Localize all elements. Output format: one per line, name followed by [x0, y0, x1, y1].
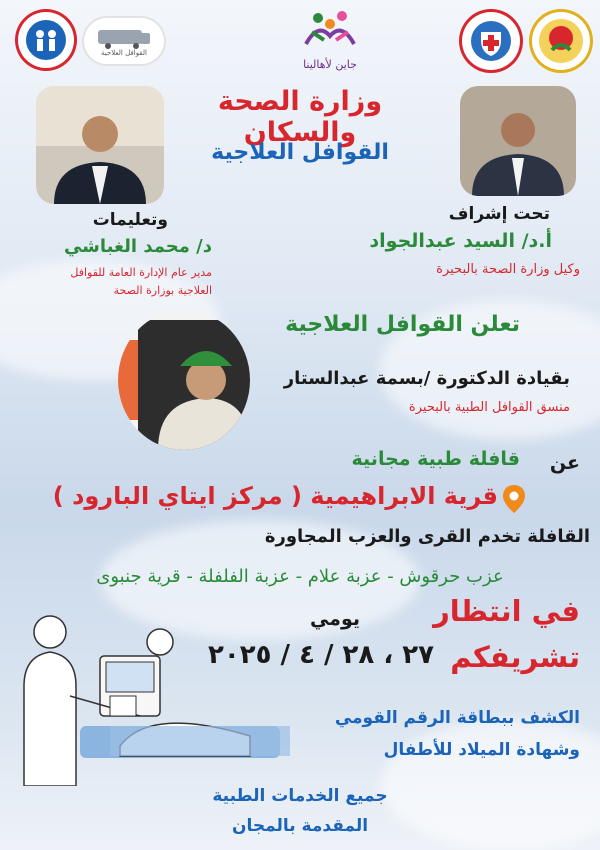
medical-caravans-logo-caption: القوافل العلاجية	[101, 49, 147, 57]
campaign-logo-icon	[298, 4, 362, 56]
campaign-logo-text: جاين لأهالينا	[303, 58, 357, 71]
location-pin-icon	[502, 484, 526, 514]
ministry-of-health-logo	[18, 12, 74, 68]
services-line2: المقدمة بالمجان	[231, 816, 369, 836]
requirements-line1: الكشف ببطاقة الرقم القومي	[334, 708, 580, 728]
coordinator-role: منسق القوافل الطبية بالبحيرة	[408, 400, 570, 415]
serves-text: القافلة تخدم القرى والعزب المجاورة	[264, 526, 590, 547]
beheira-governorate-logo	[532, 12, 590, 70]
schedule-dates: ٢٧ ، ٢٨ / ٤ / ٢٠٢٥	[207, 640, 435, 670]
instructions-role-line1: مدير عام الإدارة العامة للقوافل	[70, 266, 212, 279]
doctor-patient-illustration	[10, 596, 290, 786]
instructions-role-line2: العلاجية بوزارة الصحة	[113, 284, 212, 297]
health-directorate-logo	[462, 12, 520, 70]
supervision-role: وكيل وزارة الصحة بالبحيرة	[436, 262, 580, 277]
supervision-label: تحت إشراف	[448, 204, 550, 224]
led-by-text: بقيادة الدكتورة /بسمة عبدالستار	[283, 368, 570, 389]
supervision-name: أ.د/ السيد عبدالجواد	[369, 230, 552, 252]
ministry-title: وزارة الصحة والسكان	[217, 86, 383, 148]
instructions-label: وتعليمات	[92, 210, 168, 230]
about-word: عن	[549, 452, 580, 474]
caravan-type: قافلة طبية مجانية	[351, 448, 520, 470]
waiting-line1: في انتظار	[433, 594, 580, 628]
announcement-title: تعلن القوافل العلاجية	[285, 312, 520, 337]
coordinator-photo	[118, 310, 250, 450]
requirements-line2: وشهادة الميلاد للأطفال	[383, 740, 580, 760]
caravans-title: القوافل العلاجية	[211, 140, 389, 165]
waiting-line2: تشريفكم	[450, 640, 580, 674]
villages-list: عزب حرقوش - عزبة علام - عزبة الفلفلة - قرية جنبوى	[96, 566, 504, 587]
caravan-location: قرية الابراهيمية ( مركز ايتاي البارود )	[52, 482, 498, 510]
medical-caravans-logo	[84, 18, 164, 64]
services-line1: جميع الخدمات الطبية	[212, 786, 388, 806]
instructions-name: د/ محمد الغباشي	[63, 236, 212, 257]
days-label: يومي	[309, 608, 360, 630]
supervisor-photo	[460, 86, 576, 196]
instructor-photo	[36, 86, 164, 204]
